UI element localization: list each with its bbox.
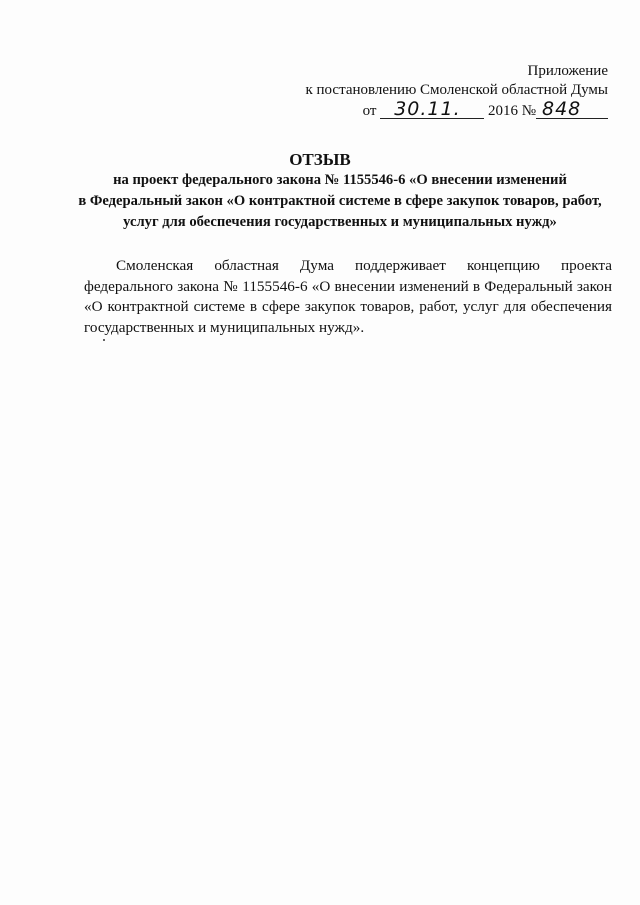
subject-line: на проект федерального закона № 1155546-6 «О внесении изменений [113,172,567,188]
handwritten-date: 30.11. [380,100,484,119]
document-title: ОТЗЫВ [289,150,351,169]
appendix-resolution: к постановлению Смоленской областной Думы [305,82,608,98]
handwritten-number: 848 [536,100,608,119]
appendix-header [305,62,608,121]
scan-speck [103,339,105,341]
document-body: Смоленская областная Дума поддерживает концепцию проекта федерального закона № 1155546-6 «О внесении изменений в Федеральный закон «О контрактной системе в сфере закупок товаров, работ, услуг для обеспечения государственных и муниципальных нужд». [84,257,612,336]
subject-line: в Федеральный закон «О контрактной системе в сфере закупок товаров, работ, [78,193,602,209]
year-number-label: 2016 № [487,103,536,119]
appendix-date-line [305,100,608,121]
subject-line: услуг для обеспечения государственных и муниципальных нужд» [123,214,557,230]
appendix-label: Приложение [527,63,608,79]
from-prefix: от [362,103,377,119]
document-subject [40,170,640,233]
